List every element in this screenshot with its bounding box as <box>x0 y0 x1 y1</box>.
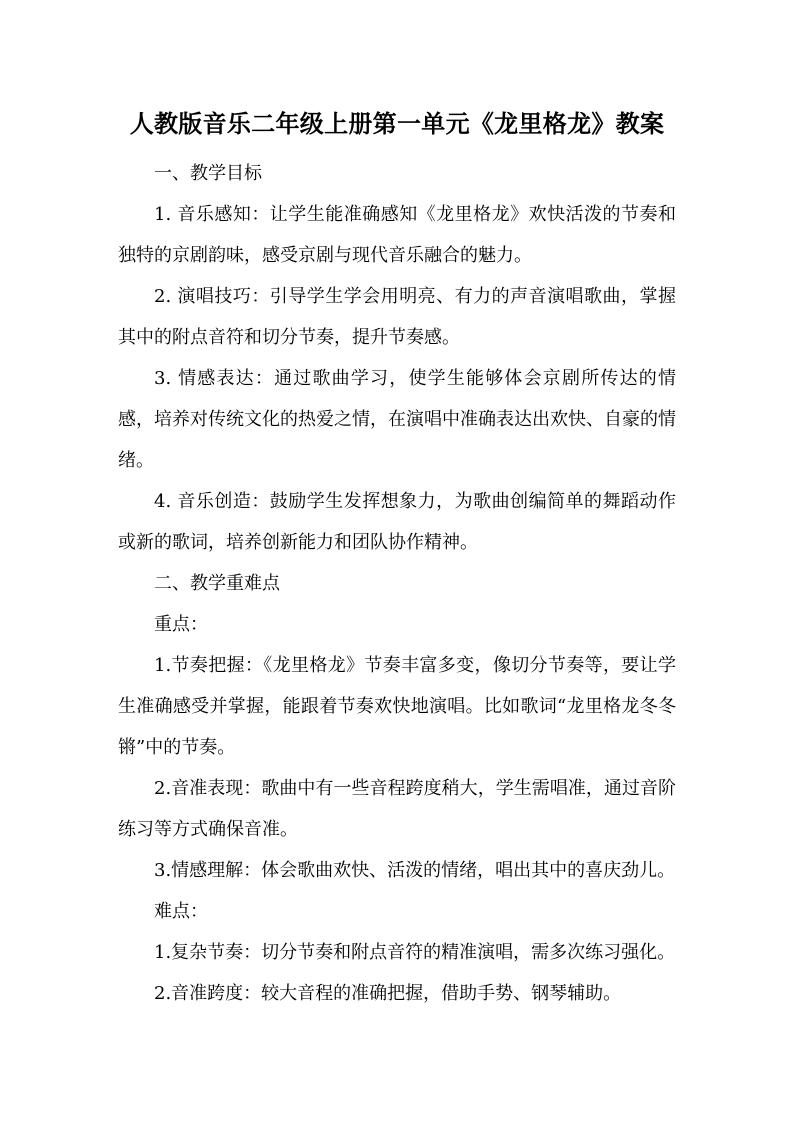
section-heading-teaching-goals: 一、教学目标 <box>154 163 262 184</box>
key-point-rhythm: 1.节奏把握：《龙里格龙》节奏丰富多变，像切分节奏等，要让学生准确感受并掌握，能跟着节奏欢快地演唱。比如歌词“龙里格龙冬冬锵”中的节奏。 <box>118 655 676 758</box>
goal-paragraph-music-perception: 1. 音乐感知：让学生能准确感知《龙里格龙》欢快活泼的节奏和独特的京剧韵味，感受京剧与现代音乐融合的魅力。 <box>118 204 676 266</box>
difficulty-pitch-span: 2.音准跨度：较大音程的准确把握，借助手势、钢琴辅助。 <box>154 983 622 1004</box>
subheading-difficulties: 难点： <box>154 901 208 922</box>
goal-paragraph-emotional-expression: 3. 情感表达：通过歌曲学习，使学生能够体会京剧所传达的情感，培养对传统文化的热爱之情，在演唱中准确表达出欢快、自豪的情绪。 <box>118 368 676 471</box>
key-point-emotion: 3.情感理解：体会歌曲欢快、活泼的情绪，唱出其中的喜庆劲儿。 <box>154 860 676 881</box>
goal-paragraph-singing-skills: 2. 演唱技巧：引导学生学会用明亮、有力的声音演唱歌曲，掌握其中的附点音符和切分节奏，提升节奏感。 <box>118 286 676 348</box>
document-title: 人教版音乐二年级上册第一单元《龙里格龙》教案 <box>129 109 665 138</box>
goal-paragraph-music-creation: 4. 音乐创造：鼓励学生发挥想象力，为歌曲创编简单的舞蹈动作或新的歌词，培养创新能力和团队协作精神。 <box>118 491 676 553</box>
key-point-pitch: 2.音准表现：歌曲中有一些音程跨度稍大，学生需唱准，通过音阶练习等方式确保音准。 <box>118 778 676 840</box>
section-heading-key-difficulties: 二、教学重难点 <box>154 573 280 594</box>
difficulty-complex-rhythm: 1.复杂节奏：切分节奏和附点音符的精准演唱，需多次练习强化。 <box>154 942 676 963</box>
subheading-key-points: 重点： <box>154 614 208 635</box>
